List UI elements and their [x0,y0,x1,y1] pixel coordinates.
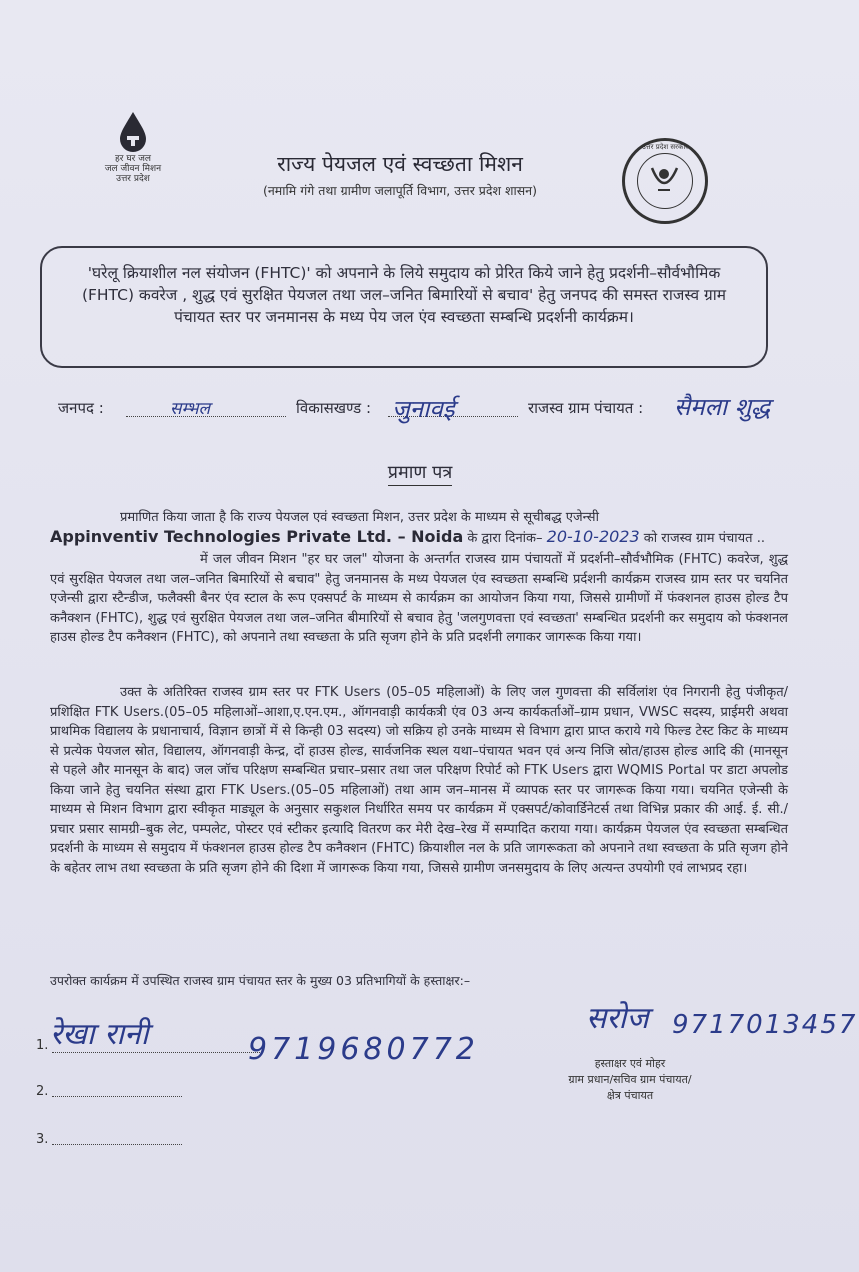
paragraph-1-body: में जल जीवन मिशन "हर घर जल" योजना के अन्तर्गत राजस्व ग्राम पंचायतों में प्रदर्शनी–सौर्वभौमिक (FHTC) कवरेज, शुद्ध एवं सुरक्षित पेयजल तथा जल–जनित बिमारियों से बचाव" हेतु जनमानस के मध्य पेयजल एंव स्वच्छता सम्बन्धि प्रर्दशनी कार्यक्रम राजस्व ग्राम स्तर पर चयनित एजेन्सी द्वारा स्टैन्डीज, फलैक्सी बैनर एंव स्टाल के रूप एक्सपर्ट के माध्यम से कार्यक्रम का आयोजन किया गया, जिससे ग्रामीणों में फंक्शनल हाउस होल्ड टैप कनैक्शन (FHTC), शुद्ध एवं सुरक्षित पेयजल तथा जल–जनित बीमारियों से बचाव हेतु 'जलगुणवत्ता एवं स्वच्छता' सम्बन्धित प्रदर्शनी कर समुदाय को फंक्शनल हाउस होल्ड टैप कनैक्शन (FHTC), को अपनाने तथा स्वच्छता के प्रति सृजग होने के प्रति प्रदर्शनी लगाकर जागरूक किया गया। [50,552,788,645]
intro-box-text: 'घरेलू क्रियाशील नल संयोजन (FHTC)' को अपनाने के लिये समुदाय को प्रेरित किये जाने हेतु प्रदर्शनी–सौर्वभौमिक (FHTC) कवरेज , शुद्ध एवं सुरक्षित पेयजल तथा जल–जनित बिमारियों से बचाव' हेतु जनपद की समस्त राजस्व ग्राम पंचायत स्तर पर जनमानस के मध्य पेय जल एंव स्वच्छता सम्बन्धि प्रदर्शनी कार्यक्रम। [81,264,727,326]
signature-right-phone: 9717013457 [672,1010,858,1040]
sign-stamp-label-3: क्षेत्र पंचायत [606,1089,654,1102]
sign-stamp-label-2: ग्राम प्रधान/सचिव ग्राम पंचायत/ [568,1073,692,1086]
org-subtitle: (नमामि गंगे तथा ग्रामीण जलापूर्ति विभाग, उत्तर प्रदेश शासन) [262,183,537,198]
har-ghar-jal-logo [88,110,178,184]
logo-text-3: उत्तर प्रदेश [116,174,150,184]
sign-stamp-label [540,1056,720,1104]
seal-emblem-icon [637,153,693,209]
block-label: विकासखण्ड : [296,399,372,417]
sign-stamp-label-1: हस्ताक्षर एवं मोहर [594,1057,666,1070]
district-label: जनपद : [58,399,104,417]
district-value: सम्भल [170,399,211,419]
signature-right: सरोज [586,1001,649,1036]
org-title: राज्य पेयजल एवं स्वच्छता मिशन [277,152,523,176]
paragraph-1-line-1: प्रमाणित किया जाता है कि राज्य पेयजल एवं स्वच्छता मिशन, उत्तर प्रदेश के माध्यम से सूचीबद्ध एजेन्सी [120,510,599,525]
signature-1-phone: 9719680772 [248,1032,479,1067]
certificate-heading-text: प्रमाण पत्र [388,462,453,486]
agency-name: Appinventiv Technologies Private Ltd. – Noida [50,527,464,546]
signature-2-dotline [52,1096,182,1097]
paragraph-2-body: उक्त के अतिरिक्त राजस्व ग्राम स्तर पर FTK Users (05–05 महिलाओं) के लिए जल गुणवत्ता की सर्विलांश एंव निगरानी हेतु पंजीकृत/प्रशिक्षित FTK Users.(05–05 महिलाओं–आशा,ए.एन.एम., ऑगनवाड़ी कार्यकत्री एंव 03 अन्य कार्यकर्ताओं–ग्राम प्रधान, VWSC सदस्य, प्राईमरी अथवा प्राथमिक विद्यालय के प्रधानाचार्य, विज्ञान छात्रों में से किन्ही 03 सदस्य) जो सक्रिय हो उनके माध्यम से विभाग द्वारा प्राप्त कराये गये फिल्ड टेस्ट किट के माध्यम से प्रत्येक पेयजल स्रोत, विद्यालय, ऑगनवाड़ी केन्द्र, दों हाउस होल्ड, सार्वजनिक स्थल यथा–पंचायत भवन एवं अन्य निजि स्रोत/हाउस होल्ड आदि की (मानसून से पहले और मानसून के बाद) जल जॉच परिक्षण सम्बन्धित प्रचार–प्रसार तथा जल परिक्षण रिपोर्ट को FTK Users द्वारा WQMIS Portal पर डाटा अपलोड किया जाने हेतु चयनित संस्था द्वारा FTK Users.(05–05 महिलाओं) तथा आम जन–मानस में व्यापक स्तर पर जागरूक किया गया। चयनित एजेन्सी के माध्यम से मिशन विभाग द्वारा स्वीकृत माड्यूल के अनुसार सकुशल निर्धारित समय पर कार्यक्रम में एक्सपर्ट/कोवार्डिनेटर्स तथा विभिन्न प्रकार की आई. ई. सी./प्रचार प्रसार सामग्री–बुक लेट, पम्पलेट, पोस्टर एवं स्टीकर इत्यादि वितरण कर मेरी देख–रेख में सम्पादित कराया गया। कार्यक्रम पेयजल एंव स्वच्छता सम्बन्धित प्रदर्शनी के माध्यम से समुदाय में फंक्शनल हाउस होल्ड टैप कनैक्शन (FHTC) क्रियाशील नल के प्रति जागरूकता को अपनाने तथा स्वच्छता के प्रति सृजग होने के बहेतर लाभ तथा स्वच्छता के प्रति सृजग होने की दिशा में जागरूक किया गया, जिससे ग्रामीण जनसमुदाय के लिए अत्यन्त उपयोगी एवं लाभप्रद रहा। [50,685,788,876]
date-prefix: के द्वारा दिनांक– [467,531,543,546]
up-government-seal [622,138,708,224]
signature-1: रेखा रानी [50,1017,149,1052]
location-fields [58,393,838,438]
panchayat-value: सैमला शुद्ध [674,393,771,421]
logo-text-2: जल जीवन मिशन [104,164,162,174]
certificate-heading [330,460,510,484]
signature-2-number: 2. [36,1084,49,1099]
signatures-intro: उपरोक्त कार्यक्रम में उपस्थित राजस्व ग्राम पंचायत स्तर के मुख्य 03 प्रतिभागियों के हस्ताक्षर:– [50,973,471,988]
paragraph-1-company-line [50,527,788,549]
signature-3-number: 3. [36,1132,49,1147]
water-drop-icon [116,110,150,154]
signature-3-dotline [52,1144,182,1145]
signature-1-number: 1. [36,1038,49,1053]
block-value: जुनावई [392,395,455,423]
date-value: 20-10-2023 [546,527,640,546]
seal-text: उत्तर प्रदेश सरकार [641,143,689,151]
date-suffix: को राजस्व ग्राम पंचायत .. [643,531,765,546]
logo-text-1: हर घर जल [115,154,151,164]
panchayat-label: राजस्व ग्राम पंचायत : [528,399,644,417]
